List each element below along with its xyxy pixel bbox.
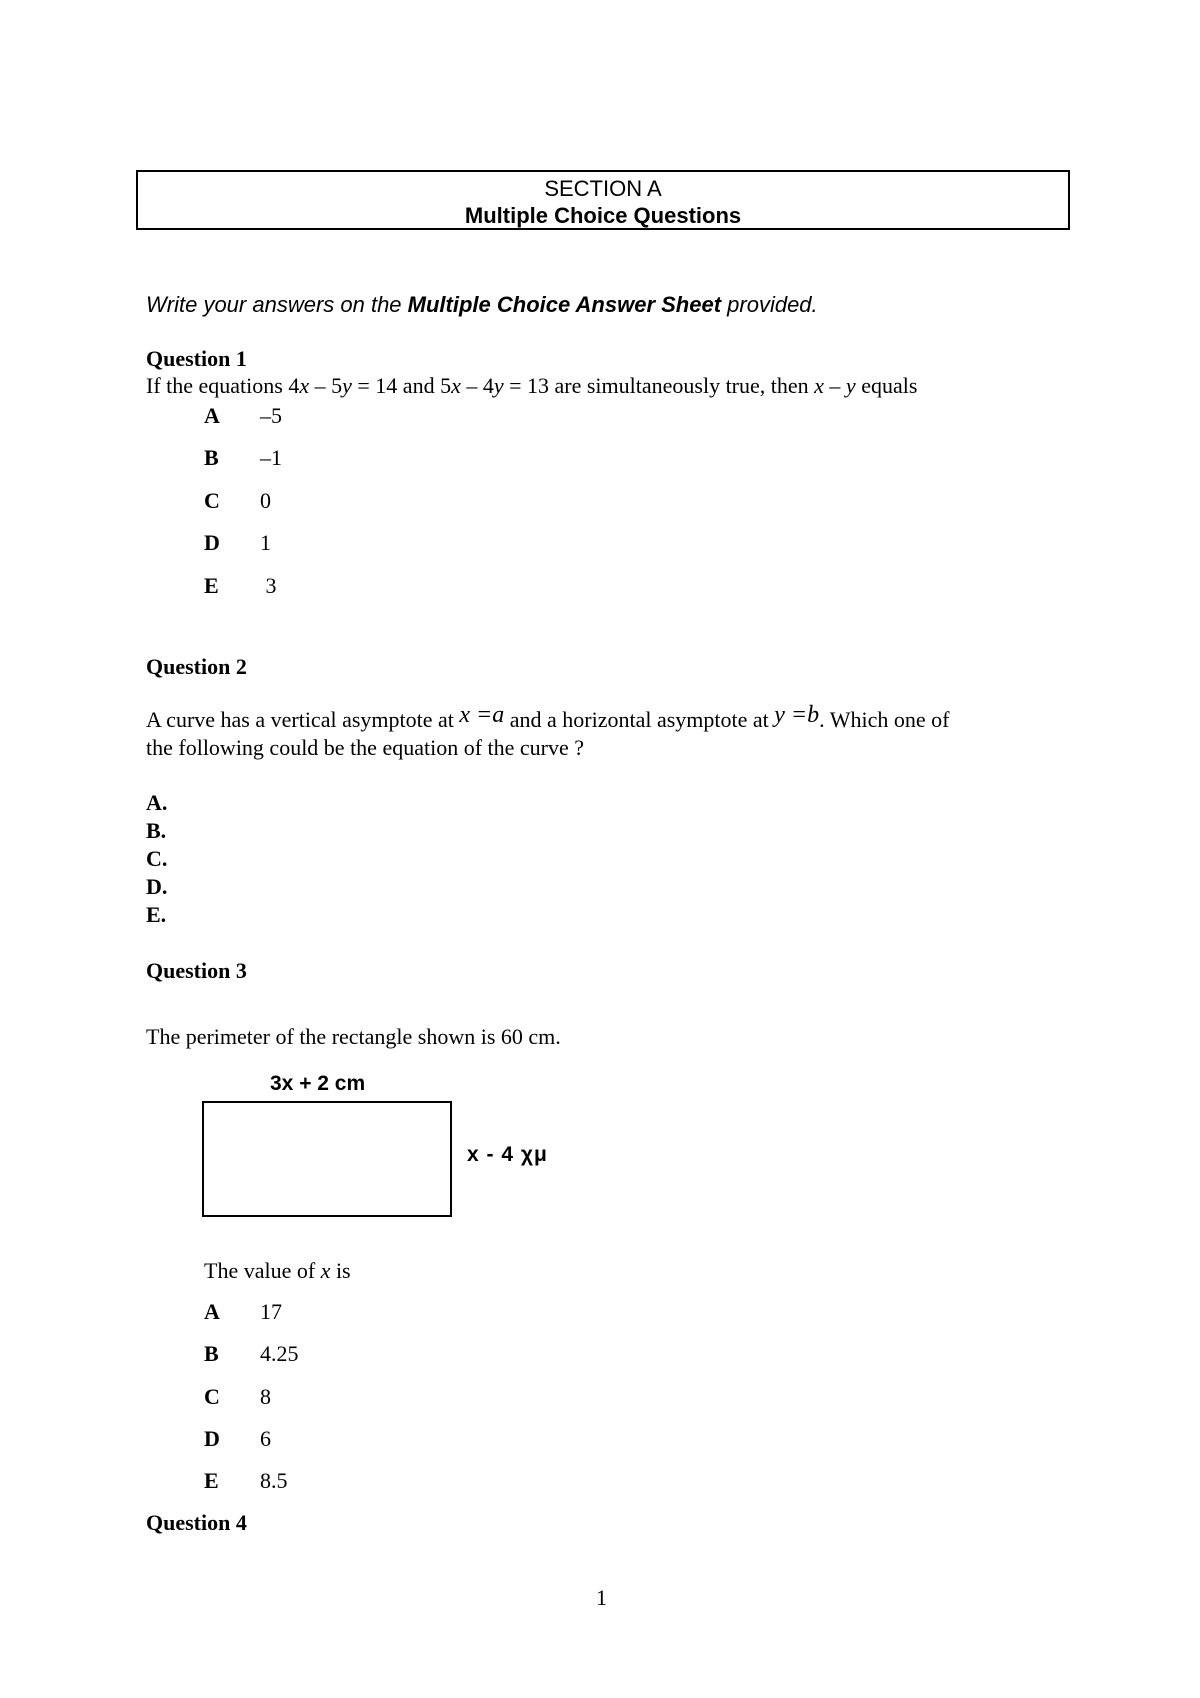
q4-heading: Question 4 <box>146 1510 247 1535</box>
q1-option-a: A –5 <box>204 403 282 428</box>
q3-stem: The perimeter of the rectangle shown is 60 cm. <box>146 1024 561 1049</box>
rectangle-side-label: x - 4 χμ <box>467 1143 548 1166</box>
q3-option-b: B 4.25 <box>204 1341 299 1366</box>
section-subtitle: Multiple Choice Questions <box>464 203 742 228</box>
q1-option-b: B –1 <box>204 445 282 470</box>
q2-heading: Question 2 <box>146 654 247 679</box>
q2-option-b: B. <box>146 818 167 843</box>
q3-option-a: A 17 <box>204 1299 282 1324</box>
q2-option-a: A. <box>146 790 168 815</box>
q3-prompt: The value of x is <box>204 1258 351 1283</box>
q1-option-c: C 0 <box>204 488 271 513</box>
section-header-box <box>136 170 1070 230</box>
rectangle-top-label: 3x + 2 cm <box>270 1072 366 1095</box>
q2-stem-line2: the following could be the equation of the curve ? <box>146 735 585 760</box>
q3-option-c: C 8 <box>204 1384 271 1409</box>
instruction-line <box>146 291 818 319</box>
section-title: SECTION A <box>544 176 662 201</box>
q3-option-e: E 8.5 <box>204 1468 288 1493</box>
q2-option-e: E. <box>146 902 167 927</box>
q3-option-d: D 6 <box>204 1426 271 1451</box>
q3-heading: Question 3 <box>146 958 247 983</box>
q1-option-d: D 1 <box>204 530 271 555</box>
q2-stem-line1: A curve has a vertical asymptote at x =a and a horizontal asymptote at y =b. Which one of <box>146 702 950 732</box>
q2-option-c: C. <box>146 846 168 871</box>
q1-stem: If the equations 4x – 5y = 14 and 5x – 4y = 13 are simultaneously true, then x – y equals <box>146 373 918 398</box>
instruction-after: provided. <box>721 292 818 317</box>
q1-heading: Question 1 <box>146 346 247 371</box>
rectangle-figure <box>202 1101 452 1217</box>
q2-option-d: D. <box>146 874 168 899</box>
instruction-emphasis: Multiple Choice Answer Sheet <box>407 292 722 317</box>
q1-option-e: E 3 <box>204 573 277 598</box>
page-number: 1 <box>596 1585 607 1610</box>
instruction-before: Write your answers on the <box>146 292 408 317</box>
